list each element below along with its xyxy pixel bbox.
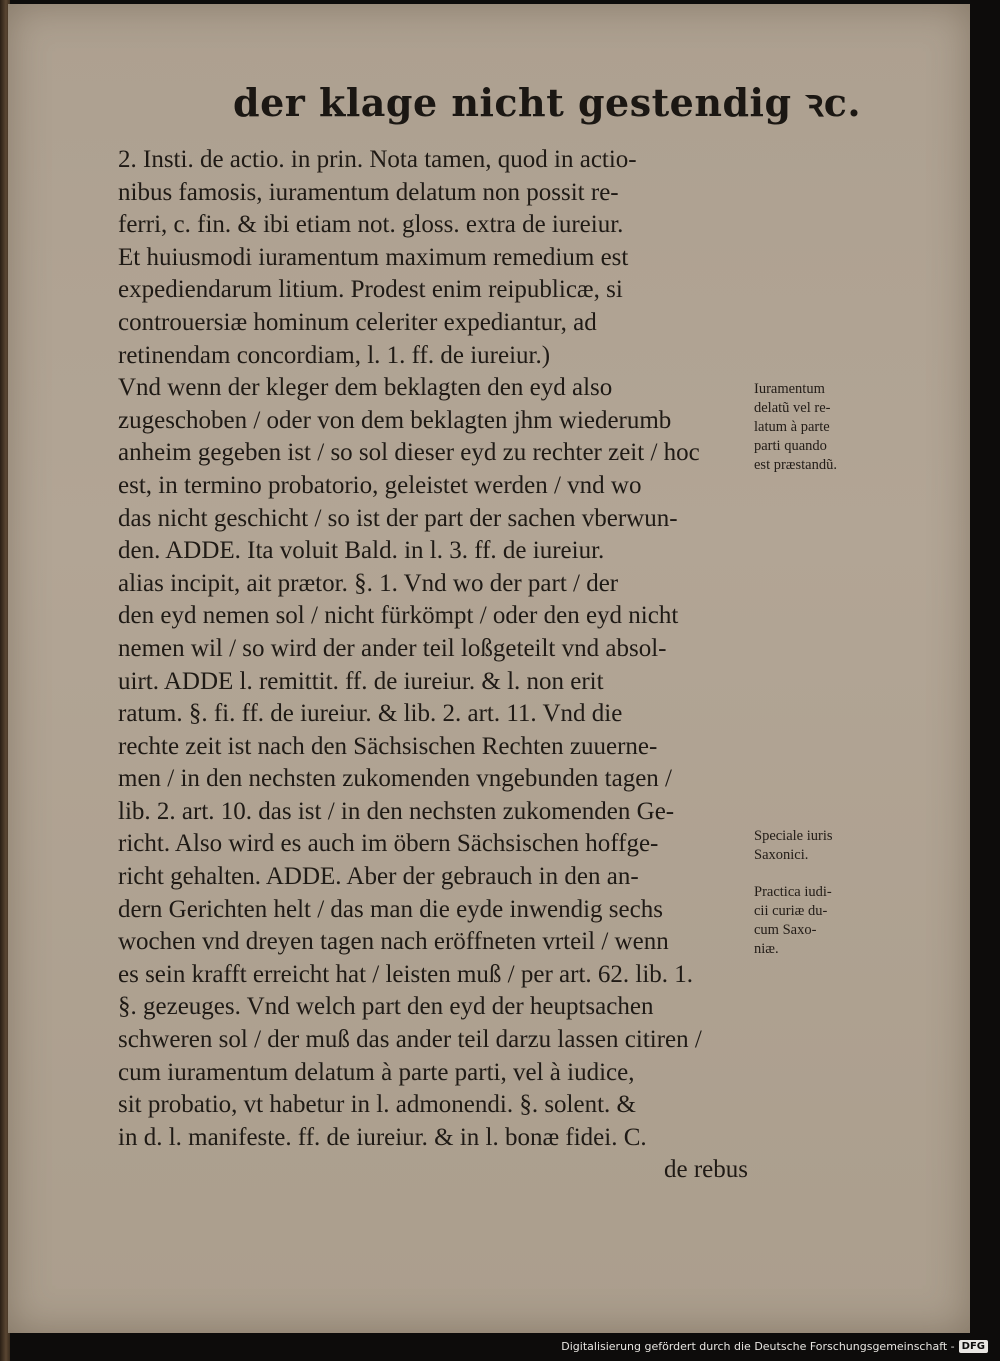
text-line: ratum. §. fi. ff. de iureiur. & lib. 2. art. 11. Vnd die	[118, 700, 623, 728]
margin-note-speciale	[754, 827, 884, 865]
text-line: das nicht geschicht / so ist der part der sachen vberwun-	[118, 504, 678, 532]
text-line: anheim gegeben ist / so sol dieser eyd zu rechter zeit / hoc	[118, 439, 700, 467]
margin-note-line: Saxonici.	[754, 847, 809, 863]
text-line: den eyd nemen sol / nicht fürkömpt / oder den eyd nicht	[118, 602, 679, 630]
margin-note-line: niæ.	[754, 941, 779, 957]
text-line: wochen vnd dreyen tagen nach eröffneten vrteil / wenn	[118, 928, 669, 956]
text-line: dern Gerichten helt / das man die eyde inwendig sechs	[118, 895, 663, 923]
text-line: zugeschoben / oder von dem beklagten jhm wiederumb	[118, 406, 672, 434]
text-line: §. gezeuges. Vnd welch part den eyd der heuptsachen	[118, 993, 654, 1021]
text-line: in d. l. manifeste. ff. de iureiur. & in l. bonæ fidei. C.	[118, 1123, 647, 1151]
text-line: retinendam concordiam, l. 1. ff. de iureiur.)	[118, 341, 551, 369]
text-line: nibus famosis, iuramentum delatum non possit re-	[118, 178, 619, 206]
running-header: der klage nicht gestendig ꝛc.	[233, 80, 862, 125]
margin-note-line: cum Saxo-	[754, 922, 817, 938]
dfg-logo: DFG	[959, 1340, 988, 1353]
text-line: cum iuramentum delatum à parte parti, vel à iudice,	[118, 1058, 635, 1086]
digitization-credit	[561, 1340, 988, 1353]
text-line: sit probatio, vt habetur in l. admonendi. §. solent. &	[118, 1091, 636, 1119]
text-line: 2. Insti. de actio. in prin. Nota tamen, quod in actio-	[118, 146, 637, 173]
text-line: controuersiæ hominum celeriter expediantur, ad	[118, 308, 597, 336]
text-line: uirt. ADDE l. remittit. ff. de iureiur. & l. non erit	[118, 667, 604, 695]
text-line: richt gehalten. ADDE. Aber der gebrauch in den an-	[118, 863, 639, 891]
text-line: nemen wil / so wird der ander teil loßgeteilt vnd absol-	[118, 634, 667, 662]
text-line: expediendarum litium. Prodest enim reipublicæ, si	[118, 276, 623, 304]
margin-note-line: Iuramentum	[754, 381, 825, 397]
margin-note-iuramentum	[754, 380, 884, 475]
margin-note-line: delatũ vel re-	[754, 400, 831, 416]
text-line: ferri, c. fin. & ibi etiam not. gloss. extra de iureiur.	[118, 211, 624, 239]
margin-note-line: Practica iudi-	[754, 884, 832, 900]
text-line: richt. Also wird es auch im öbern Sächsischen hoffge-	[118, 830, 659, 858]
text-line: alias incipit, ait prætor. §. 1. Vnd wo der part / der	[118, 569, 619, 597]
text-line: est, in termino probatorio, geleistet werden / vnd wo	[118, 471, 642, 499]
book-page	[8, 4, 970, 1333]
text-line: den. ADDE. Ita voluit Bald. in l. 3. ff. de iureiur.	[118, 537, 605, 565]
margin-note-line: cii curiæ du-	[754, 903, 828, 919]
text-line: lib. 2. art. 10. das ist / in den nechsten zukomenden Ge-	[118, 797, 675, 825]
text-line: es sein krafft erreicht hat / leisten muß / per art. 62. lib. 1.	[118, 960, 694, 988]
text-line: men / in den nechsten zukomenden vngebunden tagen /	[118, 765, 673, 793]
catchword: de rebus	[664, 1156, 748, 1184]
margin-note-line: Speciale iuris	[754, 828, 833, 844]
text-line: Vnd wenn der kleger dem beklagten den eyd also	[118, 374, 613, 402]
text-line: rechte zeit ist nach den Sächsischen Rechten zuuerne-	[118, 732, 658, 760]
text-line: Et huiusmodi iuramentum maximum remedium est	[118, 243, 629, 271]
credit-text: Digitalisierung gefördert durch die Deutsche Forschungsgemeinschaft -	[561, 1340, 955, 1353]
margin-note-practica	[754, 883, 884, 959]
text-line: schweren sol / der muß das ander teil darzu lassen citiren /	[118, 1026, 702, 1054]
margin-note-line: parti quando	[754, 438, 827, 454]
body-text	[118, 144, 748, 1187]
margin-note-line: est præstandũ.	[754, 457, 837, 473]
margin-note-line: latum à parte	[754, 419, 830, 435]
